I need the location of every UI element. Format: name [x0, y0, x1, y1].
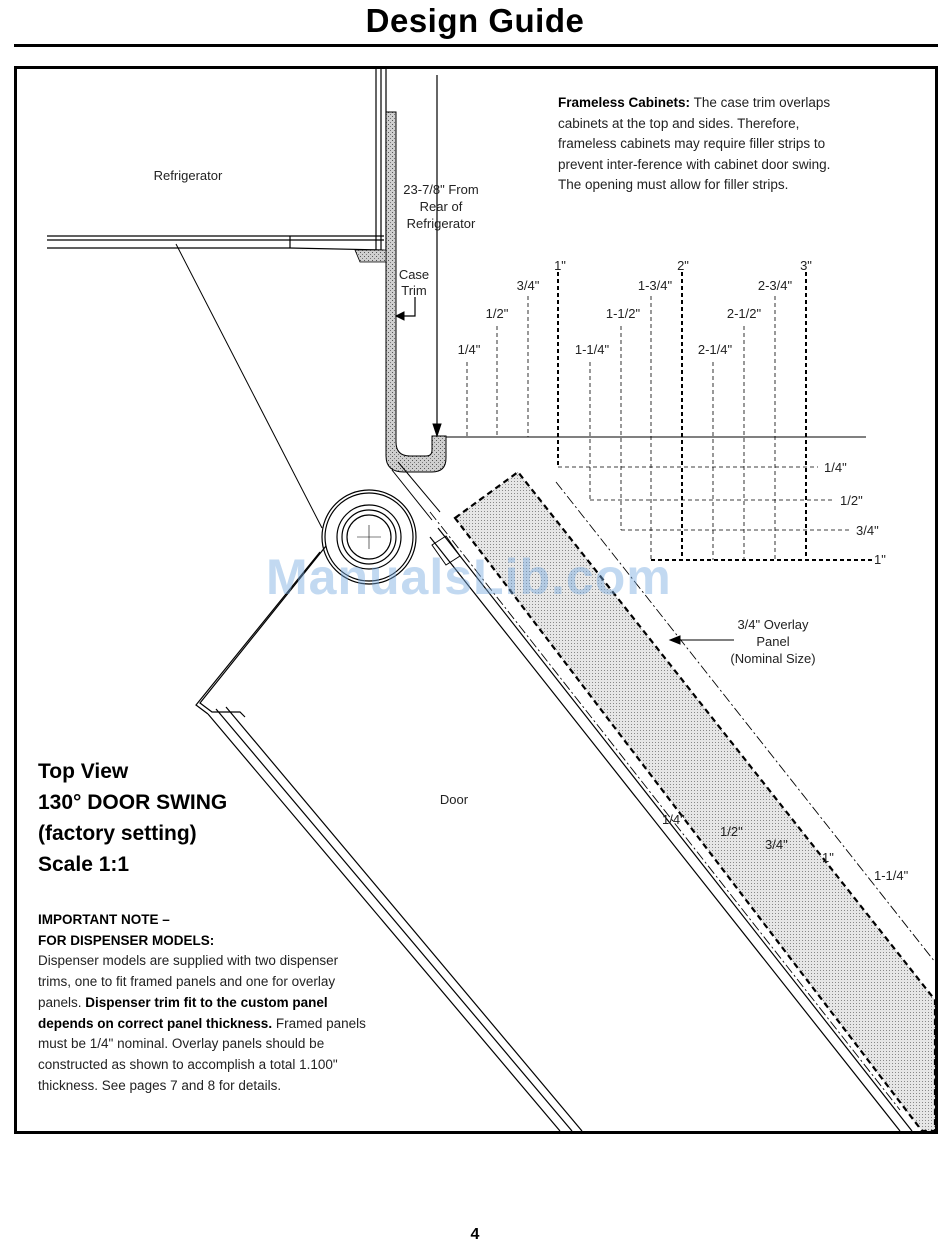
top-scale-label: 2-1/2" [726, 306, 762, 321]
top-scale-label: 1" [554, 258, 566, 273]
top-scale-label: 2-3/4" [757, 278, 793, 293]
important-note-heading-2: FOR DISPENSER MODELS: [38, 932, 215, 948]
top-scale-label: 2" [677, 258, 689, 273]
case-trim-leader [398, 297, 415, 316]
case-trim-label-1: Case [398, 267, 430, 282]
case-trim-label-2: Trim [401, 283, 427, 298]
overlay-panel-label-2: Panel [756, 634, 790, 649]
diag-scale-label: 1" [822, 850, 834, 865]
diag-scale-label: 1/4" [662, 812, 685, 827]
right-scale-label: 1/4" [824, 460, 847, 475]
view-title-line3: (factory setting) [38, 822, 197, 845]
view-title-line1: Top View [38, 760, 129, 783]
watermark: ManualsLib.com [266, 549, 672, 605]
top-scale-label: 3" [800, 258, 812, 273]
view-title-line2: 130° DOOR SWING [38, 791, 228, 814]
page-title: Design Guide [365, 2, 585, 39]
overlay-panel-label-1: 3/4" Overlay [737, 617, 809, 632]
important-note [38, 910, 368, 1096]
right-scale-lines [558, 467, 872, 560]
frameless-note-heading: Frameless Cabinets: [558, 95, 691, 110]
view-title [38, 756, 227, 880]
from-rear-label-2: Rear of [419, 199, 463, 214]
important-note-heading-1: IMPORTANT NOTE – [38, 912, 170, 927]
refrigerator-wall [376, 69, 386, 252]
refrigerator-label: Refrigerator [153, 168, 223, 183]
page-number: 4 [470, 1226, 480, 1243]
top-scale-label: 1/4" [457, 342, 481, 357]
top-scale-label: 1-1/2" [605, 306, 641, 321]
important-note-bold: Dispenser trim fit to the custom panel depends on correct panel thickness. [38, 994, 328, 1031]
from-rear-label-1: 23-7/8" From [403, 182, 479, 197]
diag-scale-label: 3/4" [765, 837, 788, 852]
top-scale-label: 1/2" [485, 306, 509, 321]
important-note-body [38, 951, 368, 1096]
overlay-panel-label-3: (Nominal Size) [730, 651, 816, 666]
frameless-note-text: The case trim overlaps cabinets at the top and sides. Therefore, frameless cabinets may require filler strips to prevent inter-ference with cabinet door swing. The opening must allow for filler strips. [558, 95, 831, 192]
top-scale-label: 2-1/4" [697, 342, 733, 357]
view-title-line4: Scale 1:1 [38, 853, 130, 876]
top-scale-label: 1-1/4" [574, 342, 610, 357]
door-label: Door [439, 792, 469, 807]
important-note-text-2: Framed panels must be 1/4" nominal. Overlay panels should be constructed as shown to accomplish a total 1.100" thickness. See pages 7 and 8 for details. [38, 1015, 366, 1093]
from-rear-label-3: Refrigerator [406, 216, 476, 231]
refrigerator-top-edge [47, 236, 384, 250]
diag-scale-label: 1/2" [720, 824, 743, 839]
right-scale-label: 1/2" [840, 493, 863, 508]
diag-scale-label: 1-1/4" [874, 868, 909, 883]
right-scale-label: 3/4" [856, 523, 879, 538]
top-scale-label: 1-3/4" [637, 278, 673, 293]
right-scale-label: 1" [874, 552, 886, 567]
frameless-cabinets-note [558, 93, 838, 196]
top-scale-label: 3/4" [516, 278, 540, 293]
important-note-text-1: Dispenser models are supplied with two dispenser trims, one to fit framed panels and one for overlay panels. [38, 953, 339, 1010]
